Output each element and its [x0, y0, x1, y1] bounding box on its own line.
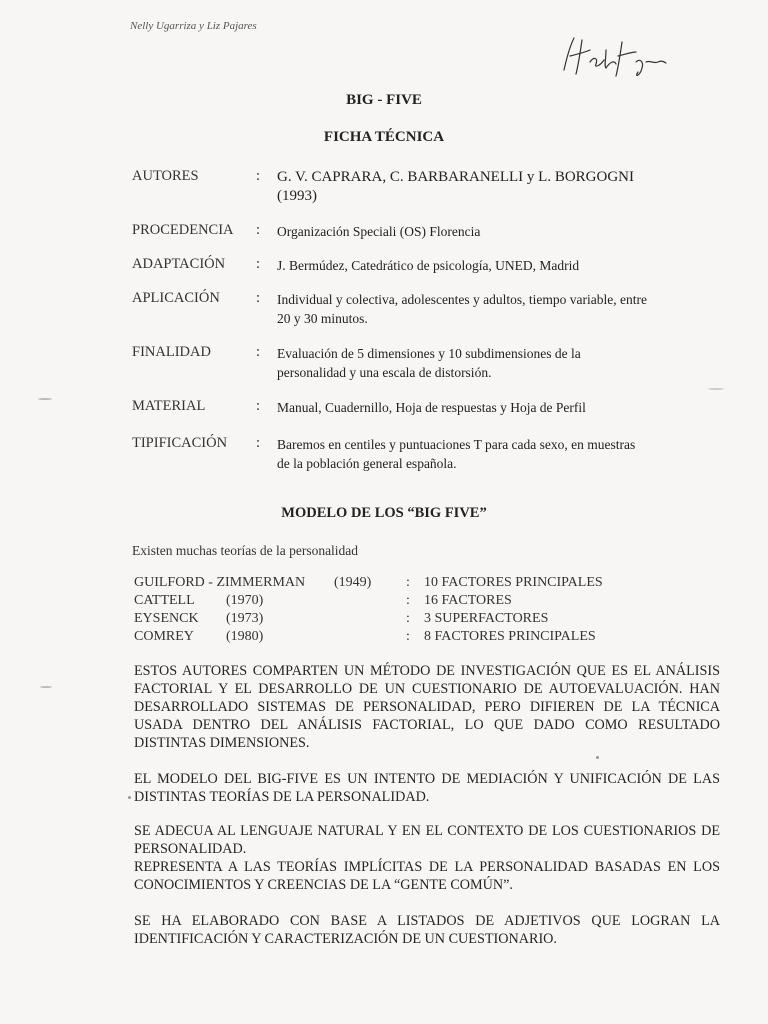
- intro-text: Existen muchas teorías de la personalidad: [132, 543, 359, 558]
- ficha-value: Evaluación de 5 dimensiones y 10 subdimensiones de la personalidad y una escala de distorsión.: [277, 346, 581, 380]
- theory-factors: 8 FACTORES PRINCIPALES: [424, 629, 596, 644]
- paragraph-adjectives: [134, 912, 720, 948]
- scan-mark: [38, 398, 52, 400]
- scan-mark: [128, 796, 131, 799]
- theory-name: COMREY: [134, 629, 194, 644]
- theory-name: GUILFORD - ZIMMERMAN: [134, 575, 306, 590]
- paragraph-authors-method: [134, 662, 720, 752]
- scan-mark: [708, 388, 724, 390]
- ficha-label: APLICACIÓN: [132, 290, 220, 306]
- document-title: BIG - FIVE: [346, 92, 422, 108]
- ficha-value: Manual, Cuadernillo, Hoja de respuestas y Hoja de Perfil: [277, 400, 586, 415]
- ficha-value: Baremos en centiles y puntuaciones T para cada sexo, en muestras de la población general española.: [277, 437, 636, 471]
- ficha-label: MATERIAL: [132, 398, 206, 414]
- scan-mark: [596, 756, 599, 759]
- ficha-colon: :: [256, 290, 261, 306]
- theory-factors: 3 SUPERFACTORES: [424, 611, 549, 626]
- paragraph-text: EL MODELO DEL BIG-FIVE ES UN INTENTO DE MEDIACIÓN Y UNIFICACIÓN DE LAS DISTINTAS TEORÍAS DE LA PERSONALIDAD.: [134, 771, 720, 805]
- ficha-value: G. V. CAPRARA, C. BARBARANELLI y L. BORGOGNI (1993): [277, 169, 634, 204]
- model-heading: MODELO DE LOS “BIG FIVE”: [281, 505, 487, 521]
- paragraph-implicit-theories: [134, 858, 720, 894]
- paragraph-model: [134, 770, 720, 806]
- theory-colon: :: [406, 629, 410, 644]
- paragraph-text: SE ADECUA AL LENGUAJE NATURAL Y EN EL CONTEXTO DE LOS CUESTIONARIOS DE PERSONALIDAD.: [134, 823, 720, 857]
- theory-colon: :: [406, 593, 410, 608]
- ficha-label: TIPIFICACIÓN: [132, 435, 228, 451]
- ficha-value: Individual y colectiva, adolescentes y adultos, tiempo variable, entre 20 y 30 minutos.: [277, 292, 647, 326]
- ficha-value: J. Bermúdez, Catedrático de psicología, UNED, Madrid: [277, 258, 580, 273]
- theory-year: (1970): [226, 593, 264, 608]
- theory-name: CATTELL: [134, 593, 195, 608]
- theory-colon: :: [406, 575, 410, 590]
- ficha-colon: :: [256, 222, 261, 238]
- theory-factors: 16 FACTORES: [424, 593, 512, 608]
- scan-mark: [40, 686, 52, 688]
- ficha-colon: :: [256, 435, 261, 451]
- theory-colon: :: [406, 611, 410, 626]
- paragraph-text: REPRESENTA A LAS TEORÍAS IMPLÍCITAS DE LA PERSONALIDAD BASADAS EN LOS CONOCIMIENTOS Y CREENCIAS DE LA “GENTE COMÚN”.: [134, 859, 720, 893]
- theory-factors: 10 FACTORES PRINCIPALES: [424, 575, 603, 590]
- theory-year: (1949): [334, 575, 372, 590]
- paragraph-text: ESTOS AUTORES COMPARTEN UN MÉTODO DE INVESTIGACIÓN QUE ES EL ANÁLISIS FACTORIAL Y EL DESARROLLO DE UN CUESTIONARIO DE AUTOEVALUACIÓN. HAN DESARROLLADO SISTEMAS DE PERSONALIDAD, PERO DIFIEREN DE LA TÉCNICA USADA DENTRO DEL ANÁLISIS FACTORIAL, LO QUE DADO COMO RESULTADO DISTINTAS DIMENSIONES.: [134, 663, 720, 751]
- ficha-colon: :: [256, 344, 261, 360]
- paragraph-text: SE HA ELABORADO CON BASE A LISTADOS DE ADJETIVOS QUE LOGRAN LA IDENTIFICACIÓN Y CARACTERIZACIÓN DE UN CUESTIONARIO.: [134, 913, 720, 947]
- theory-year: (1980): [226, 629, 264, 644]
- header-authors-note: Nelly Ugarriza y Liz Pajares: [130, 20, 257, 32]
- ficha-label: ADAPTACIÓN: [132, 256, 226, 272]
- theory-name: EYSENCK: [134, 611, 199, 626]
- paragraph-language: [134, 822, 720, 858]
- ficha-colon: :: [256, 168, 261, 184]
- ficha-label: PROCEDENCIA: [132, 222, 234, 238]
- theory-year: (1973): [226, 611, 264, 626]
- ficha-label: AUTORES: [132, 168, 199, 184]
- handwritten-signature: [556, 32, 676, 82]
- ficha-colon: :: [256, 256, 261, 272]
- ficha-value: Organización Speciali (OS) Florencia: [277, 224, 481, 239]
- ficha-colon: :: [256, 398, 261, 414]
- ficha-label: FINALIDAD: [132, 344, 211, 360]
- ficha-tecnica-heading: FICHA TÉCNICA: [323, 129, 445, 145]
